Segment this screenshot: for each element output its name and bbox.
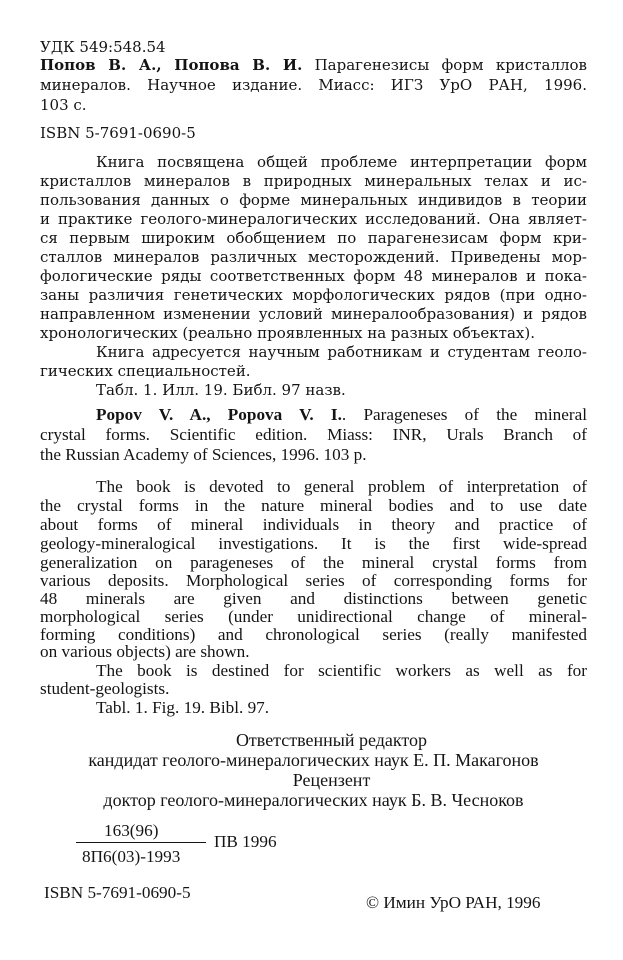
editor-role: Ответственный редактор — [235, 730, 428, 750]
title-en-part-1: . Parageneses of the mineral — [341, 405, 587, 424]
abstract-en-line: various deposits. Morphological series of corresponding forms for — [40, 571, 587, 590]
reviewer-role: Рецензент — [292, 770, 371, 790]
abstract-ru-stats: Табл. 1. Илл. 19. Библ. 97 назв. — [96, 381, 346, 399]
citation-ru-line-3: 103 с. — [40, 96, 87, 114]
abstract-en-audience-line: student-geologists. — [40, 679, 170, 698]
abstract-ru-line: хронологических (реально проявленных на разных объектах). — [40, 324, 535, 342]
abstract-en-line: morphological series (under unidirectional change of mineral- — [40, 607, 587, 626]
abstract-en-line: The book is devoted to general problem of interpretation of — [96, 477, 587, 496]
citation-en-line-1 — [40, 406, 587, 424]
imprint-fraction-top: 163(96) — [104, 821, 159, 840]
abstract-ru-line: ся первым широким обобщением по парагенезисам форм кри- — [40, 229, 587, 247]
abstract-ru-line: кристаллов минералов в природных минеральных телах и ис- — [40, 172, 587, 190]
editor-name: кандидат геолого-минералогических наук Е. П. Макагонов — [88, 750, 539, 770]
abstract-ru-line: пользования данных о форме минеральных индивидов в теории — [40, 191, 587, 209]
imprint-fraction-bottom: 8П6(03)-1993 — [82, 847, 181, 866]
abstract-ru-line: сталлов минералов различных месторождений. Приведены мор- — [40, 248, 587, 266]
abstract-en-stats: Tabl. 1. Fig. 19. Bibl. 97. — [96, 698, 270, 717]
citation-en-line-3: the Russian Academy of Sciences, 1996. 103 p. — [40, 445, 367, 464]
title-ru-part-1: Парагенезисы форм кристаллов — [302, 56, 587, 74]
citation-en-line-2: crystal forms. Scientific edition. Miass: INR, Urals Branch of — [40, 425, 587, 444]
abstract-ru-line: и практике геолого-минералогических исследований. Она являет- — [40, 210, 587, 228]
udk-code: УДК 549:548.54 — [40, 38, 166, 56]
reviewer-name: доктор геолого-минералогических наук Б. В. Чесноков — [103, 790, 524, 810]
imprint-fraction-rule — [76, 842, 206, 843]
abstract-ru-audience-line: гических специальностей. — [40, 362, 251, 380]
abstract-en-line: 48 minerals are given and distinctions between genetic — [40, 589, 587, 608]
abstract-en-line: about forms of mineral individuals in theory and practice of — [40, 515, 587, 534]
abstract-ru-line: фологические ряды соответственных форм 48 минералов и пока- — [40, 267, 587, 285]
citation-ru-line-2: минералов. Научное издание. Миасс: ИГЗ УрО РАН, 1996. — [40, 76, 587, 94]
abstract-ru-audience-line: Книга адресуется научным работникам и студентам геоло- — [96, 343, 587, 361]
abstract-ru-line: Книга посвящена общей проблеме интерпретации форм — [96, 153, 587, 171]
copyright-notice: © Имин УрО РАН, 1996 — [366, 893, 541, 912]
authors-en: Popov V. A., Popova V. I. — [96, 405, 342, 424]
abstract-en-line: on various objects) are shown. — [40, 642, 250, 661]
isbn-top: ISBN 5-7691-0690-5 — [40, 124, 196, 142]
abstract-en-line: the crystal forms in the nature mineral bodies and to use date — [40, 496, 587, 515]
abstract-ru-line: направленном изменении условий минералообразования) и рядов — [40, 305, 587, 323]
abstract-ru-line: заны различия генетических морфологических рядов (при одно- — [40, 286, 587, 304]
abstract-en-line: generalization on parageneses of the mineral crystal forms from — [40, 553, 587, 572]
abstract-en-audience-line: The book is destined for scientific workers as well as for — [96, 661, 587, 680]
abstract-en-line: geology-mineralogical investigations. It is the first wide-spread — [40, 534, 587, 553]
authors-ru: Попов В. А., Попова В. И. — [40, 56, 303, 74]
imprint-pv: ПВ 1996 — [214, 832, 277, 851]
isbn-bottom: ISBN 5-7691-0690-5 — [44, 883, 191, 902]
abstract-en-line: forming conditions) and chronological series (really manifested — [40, 625, 587, 644]
citation-ru-line-1 — [40, 56, 587, 74]
